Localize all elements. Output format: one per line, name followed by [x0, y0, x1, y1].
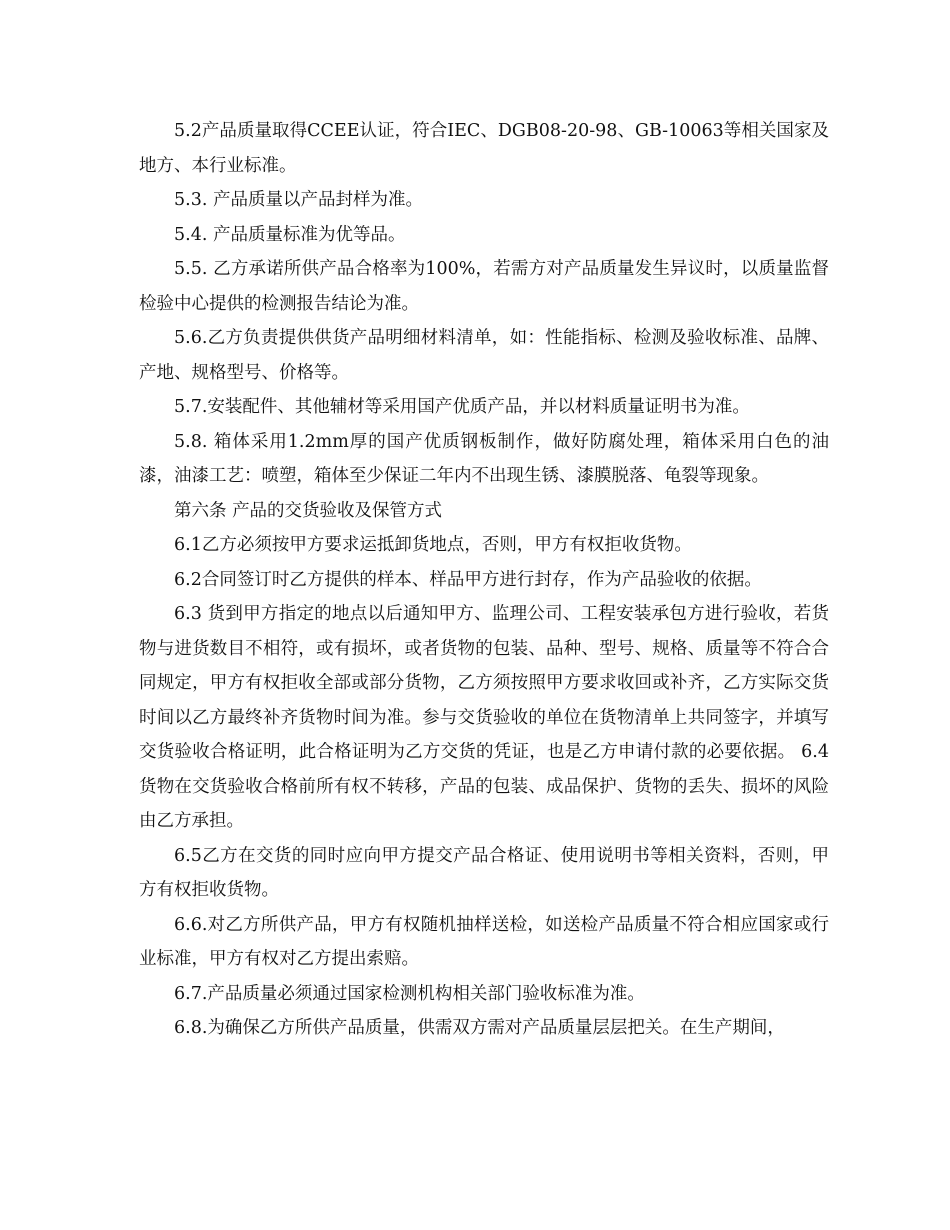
paragraph-6-6: 6.6.对乙方所供产品，甲方有权随机抽样送检，如送检产品质量不符合相应国家或行业标准，甲方有权对乙方提出索赔。 — [139, 914, 829, 969]
paragraph-6-8: 6.8.为确保乙方所供产品质量，供需双方需对产品质量层层把关。在生产期间， — [174, 1018, 785, 1038]
document-body — [139, 114, 829, 1046]
paragraph-5-7: 5.7.安装配件、其他辅材等采用国产优质产品，并以材料质量证明书为准。 — [174, 397, 750, 417]
paragraph-6-2: 6.2合同签订时乙方提供的样本、样品甲方进行封存，作为产品验收的依据。 — [174, 569, 762, 590]
paragraph-5-6: 5.6.乙方负责提供供货产品明细材料清单，如：性能指标、检测及验收标准、品牌、产地、规格型号、价格等。 — [139, 328, 829, 383]
section-heading-article-6: 第六条 产品的交货验收及保管方式 — [174, 500, 443, 521]
paragraph-6-5: 6.5乙方在交货的同时应向甲方提交产品合格证、使用说明书等相关资料，否则，甲方有权拒收货物。 — [139, 845, 829, 900]
paragraph-5-5: 5.5. 乙方承诺所供产品合格率为100%，若需方对产品质量发生异议时，以质量监督检验中心提供的检测报告结论为准。 — [139, 259, 829, 314]
paragraph-5-4: 5.4. 产品质量标准为优等品。 — [174, 224, 406, 245]
paragraph-5-2: 5.2产品质量取得CCEE认证，符合IEC、DGB08-20-98、GB-10063等相关国家及地方、本行业标准。 — [139, 121, 829, 176]
paragraph-6-7: 6.7.产品质量必须通过国家检测机构相关部门验收标准为准。 — [174, 983, 645, 1004]
paragraph-6-3: 6.3 货到甲方指定的地点以后通知甲方、监理公司、工程安装承包方进行验收，若货物与进货数目不相符，或有损坏，或者货物的包装、品种、型号、规格、质量等不符合合同规定，甲方有权拒收全部或部分货物，乙方须按照甲方要求收回或补齐，乙方实际交货时间以乙方最终补齐货物时间为准。参与交货验收的单位在货物清单上共同签字，并填写交货验收合格证明，此合格证明为乙方交货的凭证，也是乙方申请付款的必要依据。 6.4货物在交货验收合格前所有权不转移，产品的包装、成品保护、货物的丢失、损坏的风险由乙方承担。 — [139, 604, 829, 831]
paragraph-5-8: 5.8. 箱体采用1.2mm厚的国产优质钢板制作，做好防腐处理，箱体采用白色的油漆，油漆工艺：喷塑，箱体至少保证二年内不出现生锈、漆膜脱落、龟裂等现象。 — [139, 431, 829, 486]
paragraph-6-1: 6.1乙方必须按甲方要求运抵卸货地点，否则，甲方有权拒收货物。 — [174, 535, 692, 555]
paragraph-5-3: 5.3. 产品质量以产品封样为准。 — [174, 190, 423, 210]
